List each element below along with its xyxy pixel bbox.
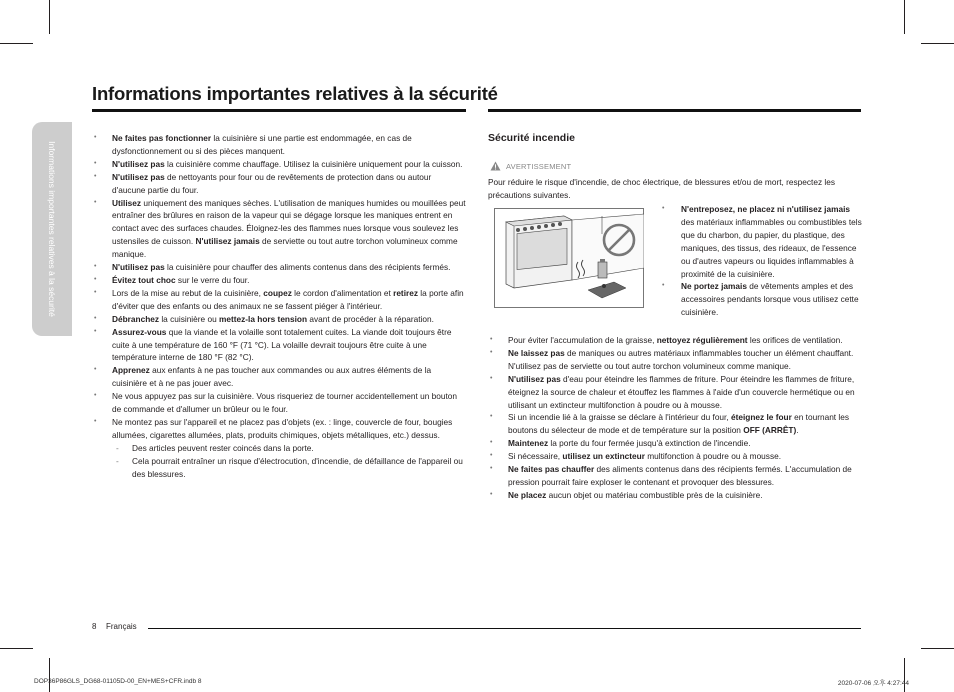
bullet-emphasis: Apprenez [112,365,150,376]
right-top-column [662,203,862,319]
bullet-item [94,158,466,171]
bullet-item [490,463,862,489]
side-tab [32,122,72,336]
bullet-text: de serviette ou tout autre torchon volumineux comme manique. [112,236,458,260]
print-slug-date: 2020-07-06 오후 4:27:44 [837,680,909,687]
range-fire-illustration [494,208,644,308]
crop-mark [49,0,50,34]
bullet-text: en tournant les boutons du sélecteur de mode et de température sur la position [508,412,850,436]
bullet-text: uniquement des maniques sèches. L'utilisation de maniques humides ou mouillées peut entraîner des brûlures en raison de la vapeur qui se dégage lorsque les maniques entrent en contact avec des surfaces chaudes. Éloignez-les des flammes nues lorsque vous soulevez les ustensiles de cuisson. [112,197,466,247]
bullet-text: la cuisinière comme chauffage. Utilisez la cuisinière uniquement pour la cuisson. [164,158,463,169]
bullet-text: Lors de la mise au rebut de la cuisinière, [112,287,264,298]
left-bullet-list [94,132,466,480]
bullet-text: des aliments contenus dans des récipients fermés. L'accumulation de pression pourrait faire exploser le contenant et provoquer des blessures. [508,464,852,487]
intro-text: Pour réduire le risque d'incendie, de choc électrique, de blessures et/ou de mort, respectez les précautions suivantes. [488,177,836,200]
bullet-text: . [796,425,799,436]
bullet-emphasis: Ne laissez pas [508,347,565,358]
crop-mark [0,648,33,649]
bullet-text: Ne montez pas sur l'appareil et ne placez pas d'objets (ex. : linge, couvercle de four, bougies allumées, cigarettes allumées, plats, produits chimiques, objets métalliques, etc.) dessus. [112,416,453,440]
bullet-text: aux enfants à ne pas toucher aux commandes ou aux autres éléments de la cuisinière et à ne pas jouer avec. [112,365,432,389]
page-title: Informations importantes relatives à la sécurité [92,83,498,104]
bullet-text: Ne vous appuyez pas sur la cuisinière. Vous risqueriez de tourner accidentellement un bouton de commande et d'allumer un brûleur ou le four. [112,391,457,415]
bullet-text: la cuisinière ou [159,313,219,324]
bullet-emphasis: éteignez le four [730,412,792,423]
section-title: Sécurité incendie [488,132,575,144]
right-bullet-list [490,334,862,502]
bullet-emphasis: N'utilisez pas [112,158,165,169]
bullet-text: la porte afin d'éviter que des enfants ou des animaux ne se fassent piéger à l'intérieur. [112,287,464,311]
bullet-text: d'eau pour éteindre les flammes de friture. Pour éteindre les flammes de friture, éteignez la source de chaleur et étouffez les flammes à l'aide d'un couvercle hermétique ou en utilisant un extincteur multifonction à poudre ou à mousse. [508,373,855,410]
bullet-text: de nettoyants pour four ou de revêtements de protection dans ou autour d'aucune partie du four. [112,171,432,195]
page-number: 8 [92,622,97,631]
bullet-text: que la viande et la volaille sont totalement cuites. La viande doit toujours être cuite à une température de 160 °F (71 °C). La volaille devrait toujours être cuite à une température interne de 180 °F (82 °C). [112,326,452,363]
bullet-item [94,261,466,274]
bullet-item [662,280,862,319]
bullet-item [490,411,862,437]
footer-rule [148,628,861,629]
warning-icon [490,161,501,171]
bullet-emphasis: N'utilisez pas [112,262,165,273]
bullet-item [490,450,862,463]
bullet-item [490,347,862,373]
side-tab-label: Informations importantes relatives à la sécurité [47,141,57,317]
sub-bullet-list [112,442,466,481]
warning-label [490,161,571,171]
bullet-emphasis: retirez [393,287,418,298]
bullet-emphasis: Ne placez [508,489,547,500]
bullet-text: aucun objet ou matériau combustible près de la cuisinière. [546,489,763,500]
bullet-item [490,373,862,412]
warning-text: AVERTISSEMENT [506,161,572,171]
bullet-emphasis: Évitez tout choc [112,274,176,285]
title-rule-right [488,109,861,112]
bullet-emphasis: N'entreposez, ne placez ni n'utilisez jamais [681,204,851,214]
bullet-text: la cuisinière si une partie est endommagée, en cas de dysfonctionnement ou si des pièces manquent. [112,133,412,156]
bullet-text: Si nécessaire, [508,451,563,462]
bullet-text: de vêtements amples et des accessoires pendants lorsque vous utilisez cette cuisinière. [681,281,859,318]
bullet-text: Pour éviter l'accumulation de la graisse, [508,335,657,345]
bullet-emphasis: N'utilisez pas [112,171,165,182]
bullet-text: le cordon d'alimentation et [291,287,394,298]
bullet-emphasis: mettez-la hors tension [219,313,308,324]
bullet-text: multifonction à poudre ou à mousse. [644,451,782,462]
crop-mark [921,43,954,44]
bullet-item [94,171,466,197]
bullet-text: les orifices de ventilation. [747,335,843,345]
bullet-text: des matériaux inflammables ou combustibles tels que du charbon, du papier, du plastique, des maniques, des tissus, des rideaux, de l'essence ou d'autres vapeurs ou liquides inflammables à proximité de la cuisinière. [681,216,862,279]
bullet-emphasis: coupez [263,287,292,298]
bullet-text: avant de procéder à la réparation. [307,313,434,324]
crop-mark [49,658,50,692]
bullet-emphasis: N'utilisez jamais [195,236,260,247]
bullet-item [94,390,466,416]
bullet-emphasis: Ne faites pas fonctionner [112,133,212,143]
bullet-item [94,274,466,287]
bullet-item [490,334,862,347]
bullet-emphasis: Assurez-vous [112,326,167,337]
crop-mark [921,648,954,649]
bullet-item [662,203,862,280]
crop-mark [904,0,905,34]
bullet-item [94,364,466,390]
sub-bullet-item: - Cela pourrait entraîner un risque d'électrocution, d'incendie, de défaillance de l'appareil ou des blessures. [112,455,466,481]
bullet-item [94,326,466,365]
right-column [490,334,862,502]
sub-bullet-item: - Des articles peuvent rester coincés dans la porte. [112,442,466,455]
bullet-emphasis: Débranchez [112,313,160,324]
bullet-item [490,489,862,502]
left-column [94,132,466,480]
bullet-item [94,287,466,313]
title-rule-left [92,109,466,112]
page-language: Français [106,622,137,631]
bullet-emphasis: Ne portez jamais [681,281,747,292]
bullet-item [94,416,466,481]
bullet-emphasis: Utilisez [112,197,142,208]
bullet-item [490,437,862,450]
print-slug-file: DOP36P86GLS_DG68-01105D-00_EN+MES+CFR.indb 8 [34,678,202,685]
bullet-emphasis: N'utilisez pas [508,373,561,384]
bullet-item [94,197,466,262]
bullet-emphasis: utilisez un extincteur [562,451,645,462]
bullet-item [94,313,466,326]
bullet-item [94,132,466,158]
bullet-emphasis: Ne faites pas chauffer [508,464,595,475]
bullet-text: sur le verre du four. [175,274,250,285]
bullet-text: Si un incendie lié à la graisse se déclare à l'intérieur du four, [508,412,731,423]
bullet-emphasis: OFF (ARRÊT) [743,425,797,436]
bullet-emphasis: nettoyez régulièrement [656,335,748,345]
bullet-text: la cuisinière pour chauffer des aliments contenus dans des récipients fermés. [164,262,451,273]
bullet-text: la porte du four fermée jusqu'à extinction de l'incendie. [548,438,751,449]
bullet-text: de maniques ou autres matériaux inflammables toucher un élément chauffant. N'utilisez pas de serviette ou tout autre torchon volumineux comme manique. [508,347,854,371]
right-top-bullet-list [662,203,862,319]
bullet-emphasis: Maintenez [508,438,549,449]
crop-mark [0,43,33,44]
